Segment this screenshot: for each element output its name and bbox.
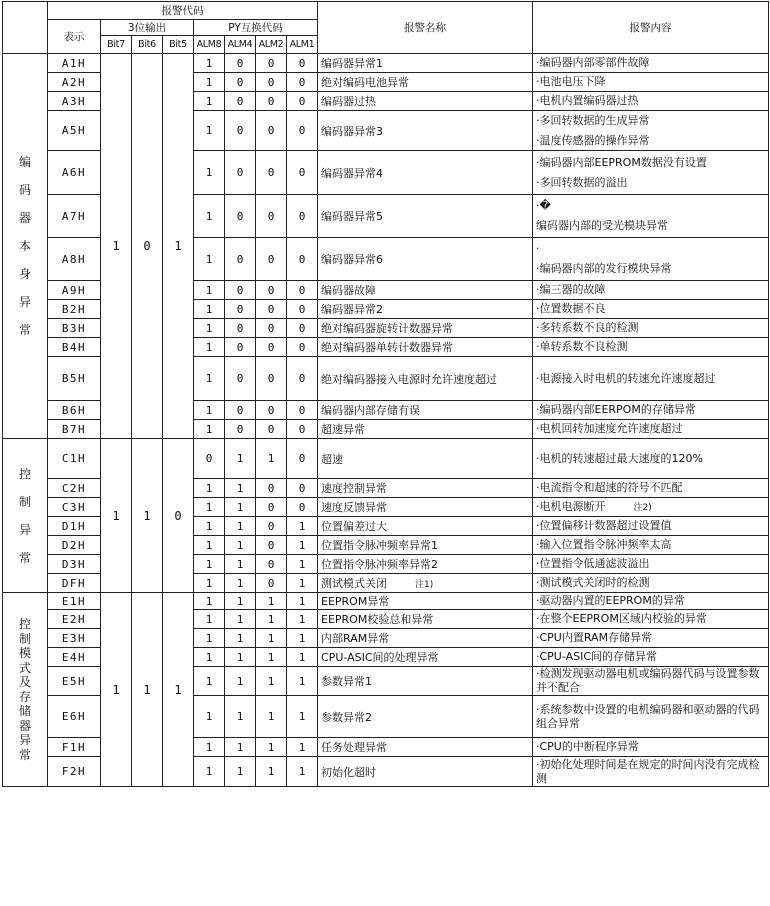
alm-value: 1 — [225, 574, 256, 593]
alm-value: 1 — [194, 420, 225, 439]
alm-value: 1 — [194, 238, 225, 281]
alarm-content — [533, 338, 769, 357]
category-label: 控 制 异 常 — [3, 439, 48, 593]
alarm-display-code: A1H — [48, 54, 101, 73]
alarm-name-text: 绝对编码器接入电源时允许速度超过 — [321, 372, 497, 386]
alarm-name — [318, 73, 533, 92]
alarm-display-code: A6H — [48, 151, 101, 195]
bit-value: 1 — [132, 439, 163, 593]
alarm-content — [533, 629, 769, 648]
alm-value: 1 — [194, 300, 225, 319]
alm-value: 0 — [225, 401, 256, 420]
alarm-display-code: F2H — [48, 757, 101, 787]
alm-value: 1 — [194, 574, 225, 593]
display-header: 表示 — [48, 20, 101, 54]
alm-value: 1 — [194, 195, 225, 238]
alm-value: 1 — [194, 401, 225, 420]
alarm-name-text: 参数异常2 — [321, 710, 372, 724]
alm-value: 1 — [194, 92, 225, 111]
alm-value: 0 — [256, 357, 287, 401]
alarm-name-text: 编码器内部存储有误 — [321, 404, 420, 417]
alm-value: 0 — [225, 319, 256, 338]
alm-value: 1 — [194, 667, 225, 696]
alarm-content — [533, 300, 769, 319]
alm-value: 1 — [194, 517, 225, 536]
alarm-content — [533, 439, 769, 479]
alm-value: 0 — [256, 319, 287, 338]
table-row — [3, 54, 769, 73]
alm-value: 0 — [256, 536, 287, 555]
alarm-name-text: 绝对编码器旋转计数器异常 — [321, 322, 453, 335]
alarm-content-line: ·多回转数据的生成异常 — [536, 113, 650, 127]
alm-value: 1 — [194, 696, 225, 738]
alarm-content-line: ·测试模式关闭时的检测 — [536, 576, 650, 589]
alm-value: 0 — [287, 439, 318, 479]
bit-header: Bit6 — [132, 36, 163, 54]
alm-value: 1 — [256, 610, 287, 629]
alarm-name — [318, 300, 533, 319]
alm-value: 1 — [194, 610, 225, 629]
alm-value: 1 — [194, 498, 225, 517]
alarm-content — [533, 281, 769, 300]
alarm-display-code: E4H — [48, 648, 101, 667]
alarm-display-code: A8H — [48, 238, 101, 281]
alarm-display-code: A9H — [48, 281, 101, 300]
alm-value: 0 — [287, 54, 318, 73]
alarm-name-text: 绝对编码电池异常 — [321, 76, 409, 89]
alm-value: 1 — [194, 281, 225, 300]
alm-value: 0 — [256, 73, 287, 92]
alm-value: 1 — [194, 629, 225, 648]
alarm-content — [533, 401, 769, 420]
alarm-content-line: ·编码器内部EERPOM的存储异常 — [536, 403, 696, 416]
alarm-name — [318, 338, 533, 357]
alm-value: 0 — [256, 479, 287, 498]
alarm-name — [318, 401, 533, 420]
alarm-name-text: 任务处理异常 — [321, 741, 387, 754]
alm-value: 0 — [256, 281, 287, 300]
alarm-content — [533, 574, 769, 593]
alm-value: 0 — [225, 92, 256, 111]
alm-value: 1 — [256, 629, 287, 648]
alarm-content — [533, 111, 769, 151]
alm-value: 1 — [225, 555, 256, 574]
alarm-name — [318, 629, 533, 648]
alm-header: ALM4 — [225, 36, 256, 54]
alm-value: 1 — [287, 648, 318, 667]
alarm-name-text: 绝对编码器单转计数器异常 — [321, 341, 453, 354]
category-label: 编 码 器 本 身 异 常 — [3, 54, 48, 439]
corner-cell — [3, 2, 48, 54]
alarm-display-code: B5H — [48, 357, 101, 401]
alarm-name — [318, 517, 533, 536]
alm-header: ALM8 — [194, 36, 225, 54]
alarm-name — [318, 238, 533, 281]
alm-value: 1 — [225, 479, 256, 498]
alarm-name-text: 位置指令脉冲频率异常1 — [321, 539, 438, 552]
alm-value: 1 — [256, 593, 287, 610]
alarm-content — [533, 195, 769, 238]
bit-value: 0 — [132, 54, 163, 439]
alarm-display-code: A3H — [48, 92, 101, 111]
alarm-name — [318, 738, 533, 757]
alarm-display-code: D3H — [48, 555, 101, 574]
alarm-name — [318, 319, 533, 338]
alarm-content — [533, 757, 769, 787]
alarm-name — [318, 610, 533, 629]
alarm-content — [533, 73, 769, 92]
alarm-content — [533, 357, 769, 401]
alarm-content-line: ·位置指令低通滤波溢出 — [536, 557, 650, 570]
alarm-content-line: ·CPU的中断程序异常 — [536, 740, 639, 753]
alm-value: 0 — [225, 300, 256, 319]
alm-value: 1 — [256, 696, 287, 738]
alarm-name — [318, 111, 533, 151]
alm-value: 1 — [194, 338, 225, 357]
alm-value: 0 — [256, 92, 287, 111]
alarm-name-text: 速度控制异常 — [321, 482, 387, 495]
bit-header: Bit7 — [101, 36, 132, 54]
alarm-display-code: E5H — [48, 667, 101, 696]
alarm-content — [533, 54, 769, 73]
alarm-name — [318, 648, 533, 667]
alm-value: 0 — [225, 195, 256, 238]
alm-value: 0 — [256, 151, 287, 195]
alarm-content-line: ·CPU-ASIC间的存储异常 — [536, 650, 658, 663]
alarm-name — [318, 479, 533, 498]
alarm-content — [533, 319, 769, 338]
alarm-content-line: ·电机电源断开 — [536, 499, 606, 513]
category-label: 控 制 模 式 及 存 储 器 异 常 — [3, 593, 48, 787]
alarm-content — [533, 648, 769, 667]
alarm-content-line: ·编码器内部零部件故障 — [536, 56, 650, 69]
alarm-display-code: D2H — [48, 536, 101, 555]
alarm-display-code: A5H — [48, 111, 101, 151]
alarm-content — [533, 555, 769, 574]
alm-value: 1 — [225, 498, 256, 517]
bit-value: 1 — [163, 54, 194, 439]
alarm-display-code: D1H — [48, 517, 101, 536]
alm-value: 1 — [194, 757, 225, 787]
alarm-display-code: B4H — [48, 338, 101, 357]
alarm-content — [533, 738, 769, 757]
alarm-name — [318, 536, 533, 555]
alm-header: ALM1 — [287, 36, 318, 54]
alarm-content-line: ·编码器内部的发行模块异常 — [536, 262, 672, 275]
alm-value: 1 — [287, 629, 318, 648]
alarm-code-header: 报警代码 — [48, 2, 318, 20]
alm-value: 1 — [225, 696, 256, 738]
alarm-name-text: 编码器异常4 — [321, 166, 383, 180]
bit-value: 1 — [132, 593, 163, 787]
alm-value: 1 — [256, 667, 287, 696]
alm-value: 0 — [225, 338, 256, 357]
alarm-name — [318, 574, 533, 593]
alm-value: 1 — [256, 439, 287, 479]
alm-value: 0 — [256, 498, 287, 517]
alarm-display-code: C2H — [48, 479, 101, 498]
alarm-content — [533, 498, 769, 517]
alarm-content — [533, 593, 769, 610]
alm-value: 1 — [256, 757, 287, 787]
alm-value: 0 — [287, 92, 318, 111]
alarm-name-text: 测试模式关闭 — [321, 577, 387, 590]
alm-value: 0 — [256, 420, 287, 439]
alm-value: 0 — [287, 73, 318, 92]
alm-header: ALM2 — [256, 36, 287, 54]
alm-value: 1 — [287, 738, 318, 757]
alm-value: 1 — [287, 593, 318, 610]
alarm-content-header: 报警内容 — [533, 2, 769, 54]
alarm-content — [533, 536, 769, 555]
alm-value: 0 — [287, 300, 318, 319]
alm-value: 0 — [287, 195, 318, 238]
alarm-display-code: E2H — [48, 610, 101, 629]
alm-value: 1 — [194, 357, 225, 401]
alm-value: 0 — [287, 479, 318, 498]
alm-value: 0 — [287, 238, 318, 281]
alarm-display-code: C3H — [48, 498, 101, 517]
alm-value: 1 — [287, 667, 318, 696]
alarm-name-text: 编码器异常3 — [321, 124, 383, 138]
alarm-content-line: ·单转系数不良检测 — [536, 340, 628, 353]
alarm-name-text: 编码器异常1 — [321, 57, 383, 70]
alarm-display-code: DFH — [48, 574, 101, 593]
alm-value: 0 — [287, 357, 318, 401]
alm-value: 1 — [194, 151, 225, 195]
alarm-content — [533, 696, 769, 738]
alarm-display-code: E3H — [48, 629, 101, 648]
alarm-content-line: ·多转系数不良的检测 — [536, 321, 639, 334]
alarm-name — [318, 151, 533, 195]
alarm-name — [318, 92, 533, 111]
alarm-content-line: ·输入位置指令脉冲频率太高 — [536, 538, 672, 551]
alm-value: 0 — [287, 338, 318, 357]
alm-value: 0 — [256, 54, 287, 73]
alarm-name-text: 内部RAM异常 — [321, 632, 390, 645]
alm-value: 1 — [287, 574, 318, 593]
alarm-name-text: 编码器异常6 — [321, 253, 383, 266]
alm-value: 1 — [287, 555, 318, 574]
alm-value: 1 — [287, 757, 318, 787]
alm-value: 1 — [225, 667, 256, 696]
bit-value: 1 — [101, 439, 132, 593]
alarm-content — [533, 92, 769, 111]
alm-value: 0 — [194, 439, 225, 479]
alarm-content-line: ·电机的转速超过最大速度的120% — [536, 451, 703, 465]
alarm-content-line: ·编码器内部EEPROM数据没有设置 — [536, 155, 707, 169]
alarm-name-header: 报警名称 — [318, 2, 533, 54]
alm-value: 1 — [287, 517, 318, 536]
alarm-content-line: ·位置数据不良 — [536, 302, 606, 315]
alm-value: 1 — [287, 696, 318, 738]
alarm-name-text: CPU-ASIC间的处理异常 — [321, 651, 439, 664]
alarm-display-code: B3H — [48, 319, 101, 338]
alarm-name — [318, 420, 533, 439]
alarm-content-line: ·位置偏移计数器超过设置值 — [536, 519, 672, 532]
alm-value: 0 — [287, 498, 318, 517]
alarm-content-line: ·CPU内置RAM存储异常 — [536, 631, 653, 644]
alarm-name — [318, 54, 533, 73]
footnote-marker: 注1) — [415, 580, 434, 590]
alm-value: 1 — [194, 738, 225, 757]
alm-value: 1 — [287, 536, 318, 555]
alm-value: 1 — [225, 738, 256, 757]
alarm-content-line: ·电流指令和超速的符号不匹配 — [536, 481, 683, 494]
alm-value: 0 — [256, 401, 287, 420]
alarm-content-line: ·在整个EEPROM区域内校验的异常 — [536, 612, 707, 625]
alm-value: 0 — [225, 281, 256, 300]
alarm-display-code: B6H — [48, 401, 101, 420]
alarm-content-line: ·电源接入时电机的转速允许速度超过 — [536, 371, 716, 385]
alarm-name-text: 初始化超时 — [321, 765, 376, 779]
alm-value: 1 — [256, 738, 287, 757]
alarm-name-text: 参数异常1 — [321, 675, 372, 688]
alm-value: 0 — [256, 300, 287, 319]
alarm-name-text: 编码器异常2 — [321, 303, 383, 316]
alm-value: 1 — [225, 593, 256, 610]
alm-value: 1 — [194, 536, 225, 555]
alarm-content-line: ·电机回转加速度允许速度超过 — [536, 422, 683, 435]
alarm-name — [318, 667, 533, 696]
alarm-name — [318, 357, 533, 401]
alarm-name — [318, 281, 533, 300]
alm-value: 0 — [256, 574, 287, 593]
alm-value: 1 — [194, 648, 225, 667]
alarm-content-line: ·电池电压下降 — [536, 75, 606, 88]
bit-header: Bit5 — [163, 36, 194, 54]
alarm-name-text: 编码器过热 — [321, 95, 376, 108]
alarm-code-table — [2, 1, 769, 787]
alarm-content — [533, 667, 769, 696]
alm-value: 0 — [225, 73, 256, 92]
alm-value: 1 — [225, 757, 256, 787]
alm-value: 0 — [287, 420, 318, 439]
alm-value: 1 — [225, 439, 256, 479]
alarm-content-line: ·编三器的故障 — [536, 283, 606, 296]
alm-value: 0 — [256, 195, 287, 238]
alarm-display-code: A7H — [48, 195, 101, 238]
alm-value: 0 — [256, 238, 287, 281]
bit-value: 1 — [101, 54, 132, 439]
alarm-name — [318, 555, 533, 574]
alm-value: 1 — [225, 517, 256, 536]
alarm-content — [533, 479, 769, 498]
alm-value: 0 — [256, 555, 287, 574]
alarm-content — [533, 517, 769, 536]
alarm-name — [318, 593, 533, 610]
bit-value: 0 — [163, 439, 194, 593]
alarm-content — [533, 238, 769, 281]
bit-value: 1 — [163, 593, 194, 787]
alarm-content — [533, 151, 769, 195]
alarm-content-line: ·多回转数据的溢出 — [536, 175, 628, 189]
alm-value: 0 — [256, 338, 287, 357]
alm-value: 1 — [287, 610, 318, 629]
alarm-display-code: B2H — [48, 300, 101, 319]
alarm-name-text: EEPROM异常 — [321, 595, 390, 608]
alarm-content — [533, 610, 769, 629]
alarm-display-code: F1H — [48, 738, 101, 757]
alm-value: 1 — [256, 648, 287, 667]
alm-value: 1 — [194, 555, 225, 574]
alm-value: 0 — [256, 517, 287, 536]
alarm-name-text: 超速异常 — [321, 423, 365, 436]
alarm-content-line: ·系统参数中设置的电机编码器和驱动器的代码组合异常 — [536, 702, 760, 730]
alm-value: 1 — [194, 593, 225, 610]
alarm-content-line: ·初始化处理时间是在规定的时间内没有完成检测 — [536, 757, 760, 785]
alarm-name — [318, 498, 533, 517]
table-row — [3, 439, 769, 479]
alarm-name — [318, 757, 533, 787]
alm-value: 0 — [225, 420, 256, 439]
alarm-name-text: 编码器故障 — [321, 284, 376, 297]
alarm-display-code: E1H — [48, 593, 101, 610]
bit-value: 1 — [101, 593, 132, 787]
alarm-display-code: B7H — [48, 420, 101, 439]
alarm-name-text: 位置偏差过大 — [321, 520, 387, 533]
alarm-display-code: E6H — [48, 696, 101, 738]
alm-value: 0 — [225, 111, 256, 151]
alarm-content — [533, 420, 769, 439]
alm-value: 1 — [194, 479, 225, 498]
alm-value: 1 — [225, 629, 256, 648]
alarm-name-text: EEPROM校验总和异常 — [321, 613, 434, 626]
alm-value: 0 — [225, 357, 256, 401]
alm-value: 1 — [194, 54, 225, 73]
alm-value: 0 — [287, 319, 318, 338]
alm-value: 1 — [194, 73, 225, 92]
alarm-content-line: ·温度传感器的操作异常 — [536, 133, 650, 147]
alm-value: 0 — [225, 151, 256, 195]
alarm-name — [318, 696, 533, 738]
footnote-marker: 注2) — [633, 502, 652, 513]
alm-value: 0 — [287, 281, 318, 300]
alarm-content-line: ·电机内置编码器过热 — [536, 94, 639, 107]
three-bit-output-header: 3位输出 — [101, 20, 194, 36]
alarm-display-code: A2H — [48, 73, 101, 92]
alm-value: 0 — [287, 151, 318, 195]
alm-value: 1 — [225, 536, 256, 555]
alarm-name-text: 速度反馈异常 — [321, 501, 387, 514]
alarm-name-text: 编码器异常5 — [321, 210, 383, 223]
table-row — [3, 593, 769, 610]
py-code-header: PY互换代码 — [194, 20, 318, 36]
alarm-name-text: 位置指令脉冲频率异常2 — [321, 558, 438, 571]
alm-value: 0 — [225, 238, 256, 281]
alarm-name — [318, 195, 533, 238]
alm-value: 0 — [287, 111, 318, 151]
alm-value: 0 — [287, 401, 318, 420]
alarm-name-text: 超速 — [321, 452, 343, 466]
alarm-content-line: · — [536, 242, 540, 255]
alm-value: 1 — [225, 648, 256, 667]
alarm-content-line: 编码器内部的受光模块异常 — [536, 219, 668, 232]
alm-value: 1 — [194, 319, 225, 338]
alm-value: 0 — [225, 54, 256, 73]
alm-value: 0 — [256, 111, 287, 151]
alm-value: 1 — [225, 610, 256, 629]
alarm-display-code: C1H — [48, 439, 101, 479]
alarm-content-line: ·驱动器内置的EEPROM的异常 — [536, 594, 685, 607]
alm-value: 1 — [194, 111, 225, 151]
alarm-name — [318, 439, 533, 479]
alarm-content-line: ·检测发现驱动器电机或编码器代码与设置参数并不配合 — [536, 667, 760, 694]
alarm-content-line: ·� — [536, 199, 551, 212]
